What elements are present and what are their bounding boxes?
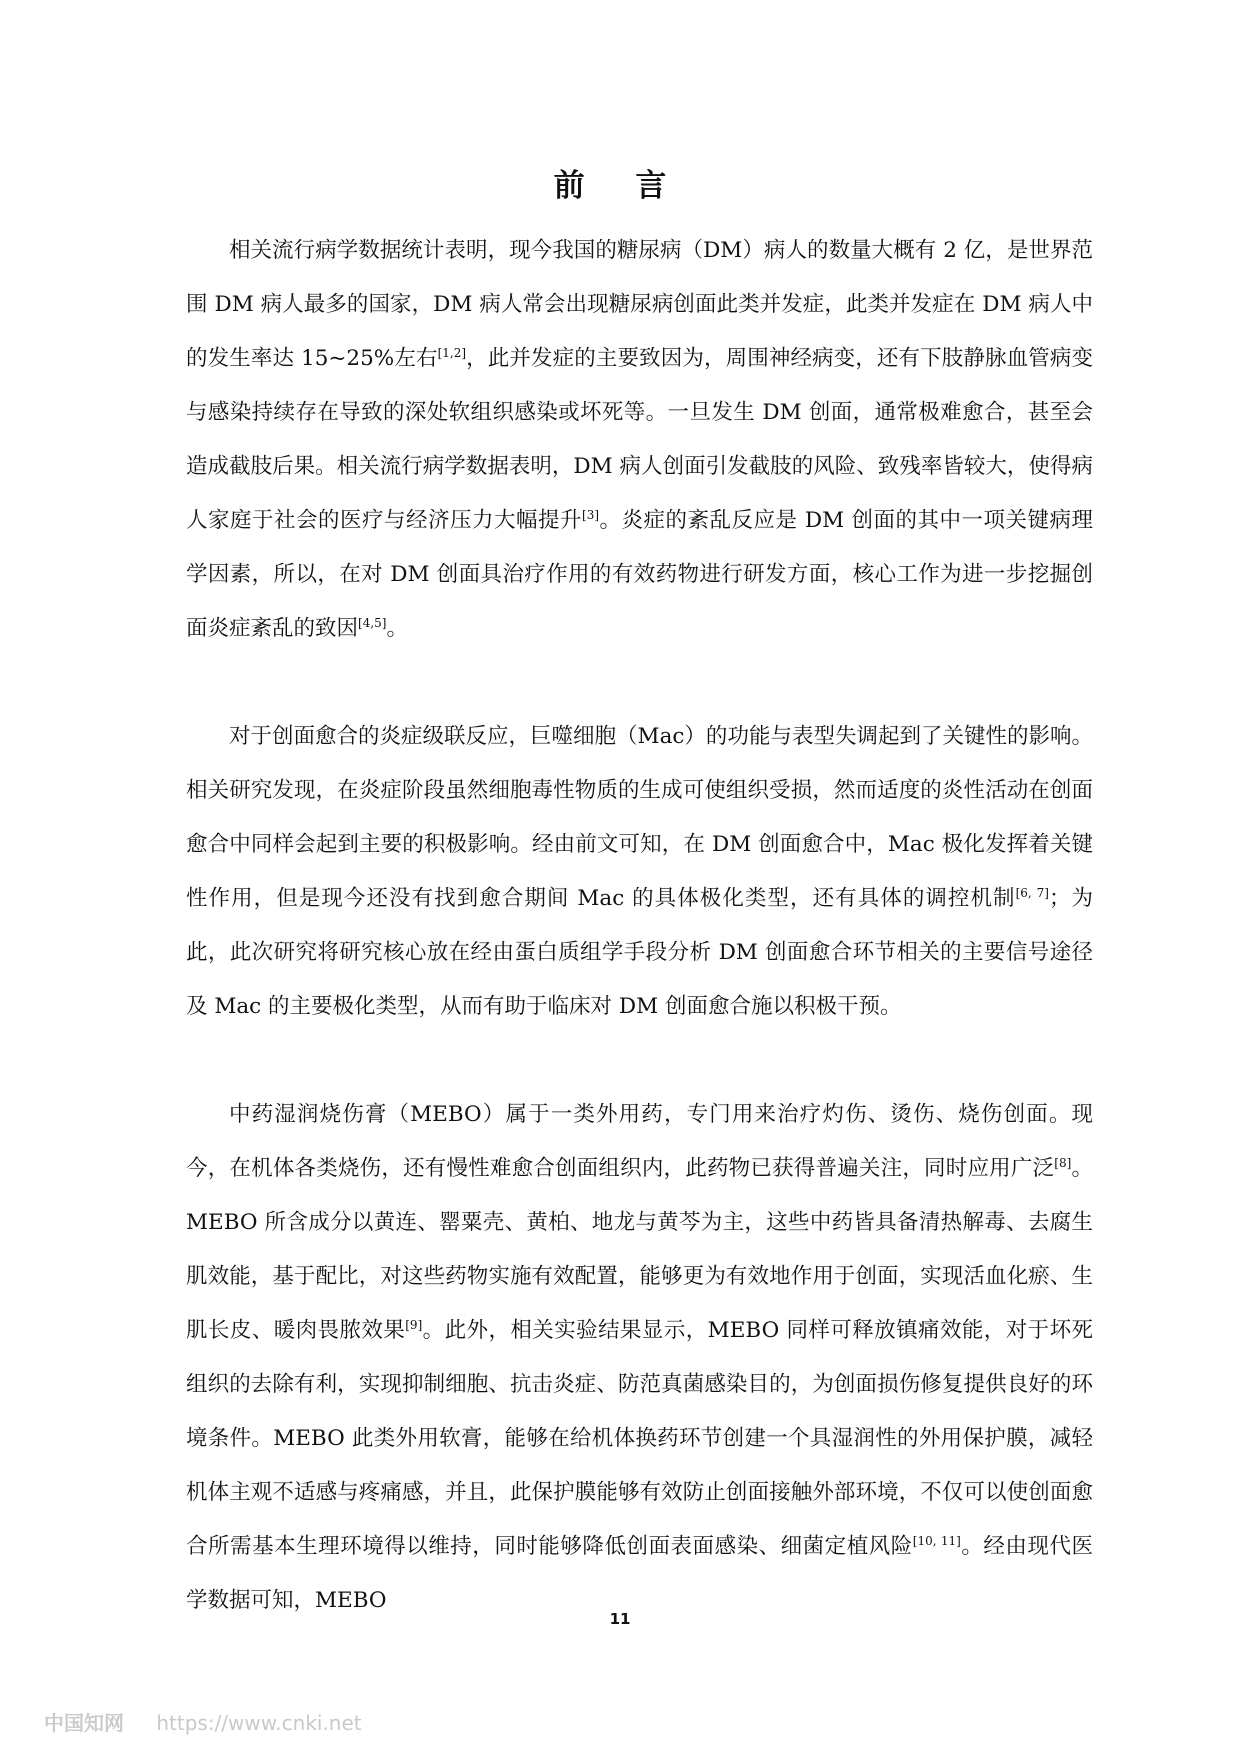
text-run: ，此并发症的主要致因为，周围神经病变，还有下肢静脉血管病变与感染持续存在导致的深处软组织感染或坏死等。一旦发生 DM 创面，通常极难愈合，甚至会造成截肢后果。相关流行病学数据表明，DM 病人创面引发截肢的风险、致残率皆较大，使得病人家庭于社会的医疗与经济压力大幅提升	[186, 346, 1093, 533]
watermark	[44, 1707, 362, 1736]
text-run: 。此外，相关实验结果显示，MEBO 同样可释放镇痛效能，对于坏死组织的去除有利，实现抑制细胞、抗击炎症、防范真菌感染目的，为创面损伤修复提供良好的环境条件。MEBO 此类外用软膏，能够在给机体换药环节创建一个具湿润性的外用保护膜，减轻机体主观不适感与疼痛感，并且，此保护膜能够有效防止创面接触外部环境，不仅可以使创面愈合所需基本生理环境得以维持，同时能够降低创面表面感染、细菌定植风险	[186, 1318, 1093, 1559]
watermark-brand: 中国知网	[44, 1711, 124, 1735]
citation: [9]	[405, 1317, 423, 1332]
text-run: 中药湿润烧伤膏（MEBO）属于一类外用药，专门用来治疗灼伤、烫伤、烧伤创面。现今，在机体各类烧伤，还有慢性难愈合创面组织内，此药物已获得普遍关注，同时应用广泛	[186, 1102, 1093, 1181]
text-run: 对于创面愈合的炎症级联反应，巨噬细胞（Mac）的功能与表型失调起到了关键性的影响。相关研究发现，在炎症阶段虽然细胞毒性物质的生成可使组织受损，然而适度的炎性活动在创面愈合中同样会起到主要的积极影响。经由前文可知，在 DM 创面愈合中，Mac 极化发挥着关键性作用，但是现今还没有找到愈合期间 Mac 的具体极化类型，还有具体的调控机制	[186, 724, 1093, 911]
body-text	[186, 710, 1093, 1034]
citation: [1,2]	[437, 345, 467, 360]
citation: [8]	[1054, 1155, 1072, 1170]
citation: [10, 11]	[912, 1533, 961, 1548]
text-run: ；为此，此次研究将研究核心放在经由蛋白质组学手段分析 DM 创面愈合环节相关的主要信号途径及 Mac 的主要极化类型，从而有助于临床对 DM 创面愈合施以积极干预。	[186, 886, 1093, 1019]
paragraph-3	[186, 1088, 1093, 1628]
paragraph-1	[186, 224, 1093, 656]
text-run: 相关流行病学数据统计表明，现今我国的糖尿病（DM）病人的数量大概有 2 亿，是世界范围 DM 病人最多的国家，DM 病人常会出现糖尿病创面此类并发症，此类并发症在 DM 病人中的发生率达 15~25%左右	[186, 238, 1093, 371]
citation: [6, 7]	[1015, 885, 1049, 900]
text-run: 。	[386, 616, 408, 641]
body-text	[186, 1088, 1093, 1628]
body-text	[186, 224, 1093, 656]
citation: [4,5]	[358, 615, 387, 630]
paragraph-2	[186, 710, 1093, 1034]
watermark-url: https://www.cnki.net	[156, 1711, 362, 1735]
citation: [3]	[582, 507, 600, 522]
page-number: 11	[609, 1610, 631, 1628]
text-run: 。MEBO 所含成分以黄连、罂粟壳、黄柏、地龙与黄芩为主，这些中药皆具备清热解毒、去腐生肌效能，基于配比，对这些药物实施有效配置，能够更为有效地作用于创面，实现活血化瘀、生肌长皮、暖肉畏脓效果	[186, 1156, 1093, 1343]
page-title: 前 言	[553, 168, 687, 204]
text-run: 。炎症的紊乱反应是 DM 创面的其中一项关键病理学因素，所以，在对 DM 创面具治疗作用的有效药物进行研发方面，核心工作为进一步挖掘创面炎症紊乱的致因	[186, 508, 1093, 641]
text-run: 。经由现代医学数据可知，MEBO	[186, 1534, 1093, 1613]
